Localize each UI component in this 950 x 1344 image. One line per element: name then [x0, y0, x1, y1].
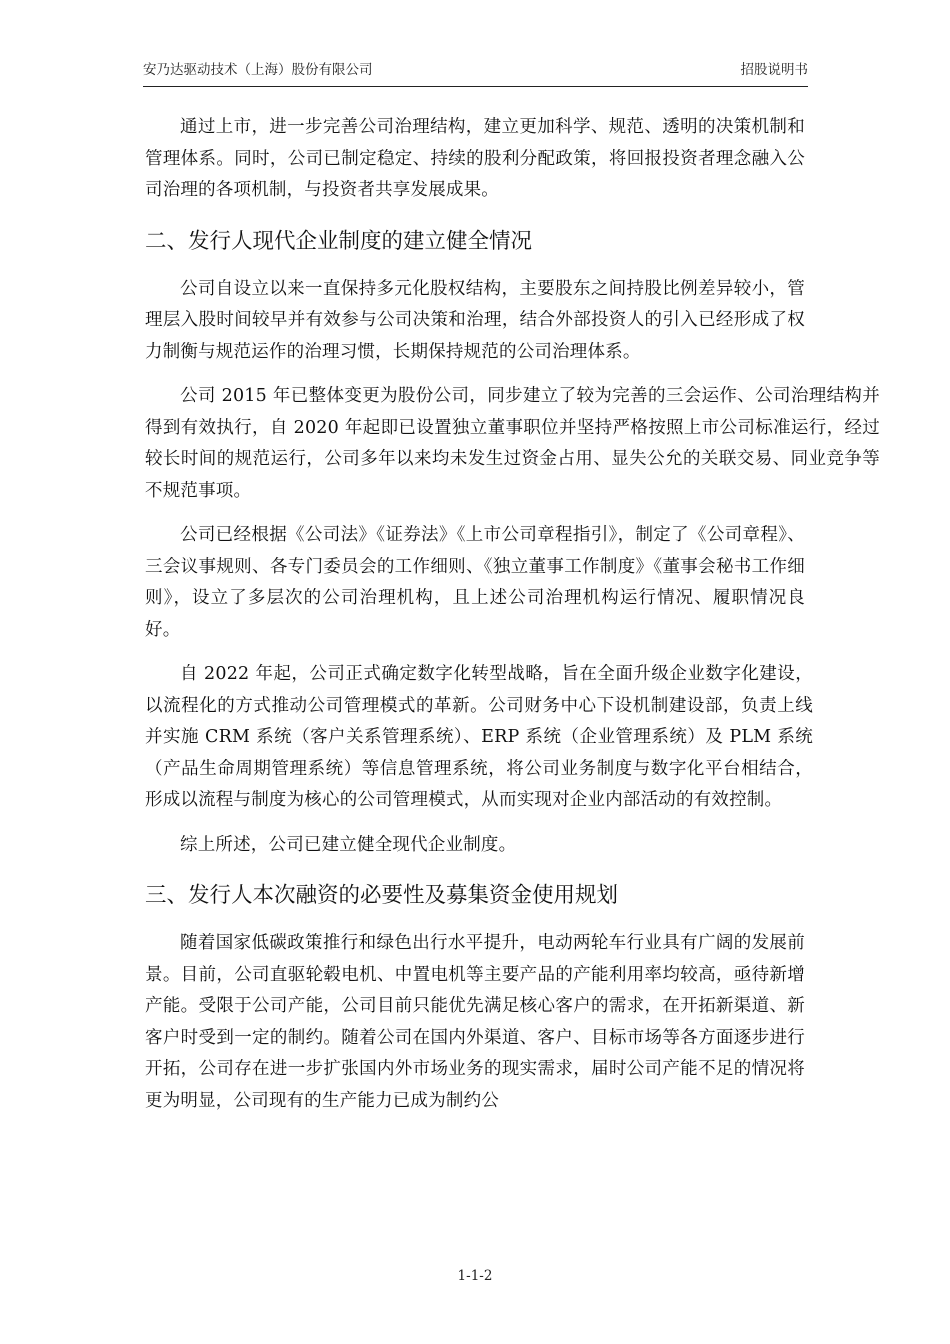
- document-type: 招股说明书: [740, 62, 808, 78]
- paragraph: 公司已经根据《公司法》《证券法》《上市公司章程指引》，制定了《公司章程》、三会议事规则、各专门委员会的工作细则、《独立董事工作制度》《董事会秘书工作细则》，设立了多层次的公司治理机构，且上述公司治理机构运行情况、履职情况良好。: [145, 525, 805, 640]
- page-number: 1-1-2: [457, 1268, 493, 1284]
- company-name: 安乃达驱动技术（上海）股份有限公司: [143, 62, 373, 78]
- page-header: [143, 56, 808, 87]
- paragraph: 随着国家低碳政策推行和绿色出行水平提升，电动两轮车行业具有广阔的发展前景。目前，公司直驱轮毂电机、中置电机等主要产品的产能利用率均较高，亟待新增产能。受限于公司产能，公司目前只能优先满足核心客户的需求，在开拓新渠道、新客户时受到一定的制约。随着公司在国内外渠道、客户、目标市场等各方面逐步进行开拓，公司存在进一步扩张国内外市场业务的现实需求，届时公司产能不足的情况将更为明显，公司现有的生产能力已成为制约公: [145, 933, 805, 1111]
- paragraph: 公司自设立以来一直保持多元化股权结构，主要股东之间持股比例差异较小，管理层入股时间较早并有效参与公司决策和治理，结合外部投资人的引入已经形成了权力制衡与规范运作的治理习惯，长期保持规范的公司治理体系。: [145, 278, 805, 362]
- section-heading-2: 二、发行人现代企业制度的建立健全情况: [145, 228, 533, 254]
- intro-paragraph: 通过上市，进一步完善公司治理结构，建立更加科学、规范、透明的决策机制和管理体系。同时，公司已制定稳定、持续的股利分配政策，将回报投资者理念融入公司治理的各项机制，与投资者共享发展成果。: [145, 117, 805, 200]
- paragraph: 公司 2015 年已整体变更为股份公司，同步建立了较为完善的三会运作、公司治理结构并得到有效执行，自 2020 年起即已设置独立董事职位并坚持严格按照上市公司标准运行，经过较长时间的规范运行，公司多年以来均未发生过资金占用、显失公允的关联交易、同业竞争等不规范事项。: [145, 386, 880, 501]
- document-body: [145, 112, 880, 1130]
- section-heading-3: 三、发行人本次融资的必要性及募集资金使用规划: [145, 883, 619, 908]
- paragraph: 综上所述，公司已建立健全现代企业制度。: [180, 834, 517, 855]
- paragraph: 自 2022 年起，公司正式确定数字化转型战略，旨在全面升级企业数字化建设，以流程化的方式推动公司管理模式的革新。公司财务中心下设机制建设部，负责上线并实施 CRM 系统（客户关系管理系统）、ERP 系统（企业管理系统）及 PLM 系统（产品生命周期管理系统）等信息管理系统，将公司业务制度与数字化平台相结合，形成以流程与制度为核心的公司管理模式，从而实现对企业内部活动的有效控制。: [145, 664, 813, 810]
